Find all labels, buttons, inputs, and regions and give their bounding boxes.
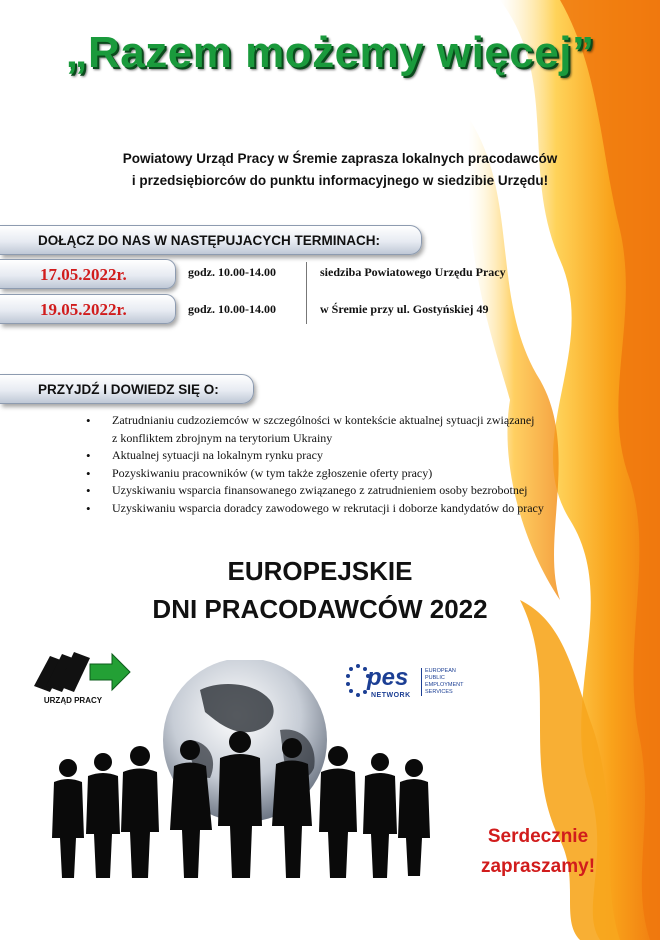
divider-line: [306, 262, 307, 324]
urzad-pracy-label: URZĄD PRACY: [43, 696, 103, 705]
invitation-line-2: zapraszamy!: [480, 856, 596, 877]
location-1: siedziba Powiatowego Urzędu Pracy: [320, 265, 506, 279]
date-1: 17.05.2022r.: [0, 259, 176, 289]
list-item: • Uzyskiwaniu wsparcia doradcy zawodowego w rekrutacji i doborze kandydatów do pracy: [84, 500, 604, 518]
intro-text: [60, 148, 620, 192]
list-item: • Pozyskiwaniu pracowników (w tym także zgłoszenie oferty pracy): [84, 465, 604, 483]
event-title: [0, 552, 640, 628]
pes-network-label: NETWORK: [371, 692, 411, 699]
intro-line-2: i przedsiębiorców do punktu informacyjnego w siedzibie Urzędu!: [131, 173, 549, 188]
hours-1: godz. 10.00-14.00: [188, 265, 276, 279]
date-2: 19.05.2022r.: [0, 294, 176, 324]
location-2: w Śremie przy ul. Gostyńskiej 49: [320, 302, 489, 316]
event-title-line-1: EUROPEJSKIE: [227, 556, 413, 586]
pes-wordmark: pes: [367, 664, 409, 691]
hours-2: godz. 10.00-14.00: [188, 302, 276, 316]
intro-line-1: Powiatowy Urząd Pracy w Śremie zaprasza lokalnych pracodawców: [122, 151, 558, 166]
list-item: • Aktualnej sytuacji na lokalnym rynku pracy: [84, 447, 604, 465]
learn-banner: PRZYJDŹ I DOWIEDZ SIĘ O:: [0, 374, 254, 404]
invitation-text: [438, 822, 638, 882]
terms-banner: DOŁĄCZ DO NAS W NASTĘPUJACYCH TERMINACH:: [0, 225, 422, 255]
pes-side-text: EUROPEAN PUBLIC EMPLOYMENT SERVICES: [421, 668, 464, 696]
headline: „Razem możemy więcej”: [65, 28, 595, 77]
event-title-line-2: DNI PRACODAWCÓW 2022: [152, 594, 488, 624]
pes-network-logo: [345, 660, 475, 714]
list-item: • Zatrudnianiu cudzoziemców w szczególności w kontekście aktualnej sytuacji związanej z konfliktem zbrojnym na terytorium Ukrainy: [84, 412, 604, 447]
list-item: • Uzyskiwaniu wsparcia finansowanego związanego z zatrudnieniem osoby bezrobotnej: [84, 482, 604, 500]
invitation-line-1: Serdecznie: [487, 826, 589, 847]
topics-list: [84, 412, 604, 517]
